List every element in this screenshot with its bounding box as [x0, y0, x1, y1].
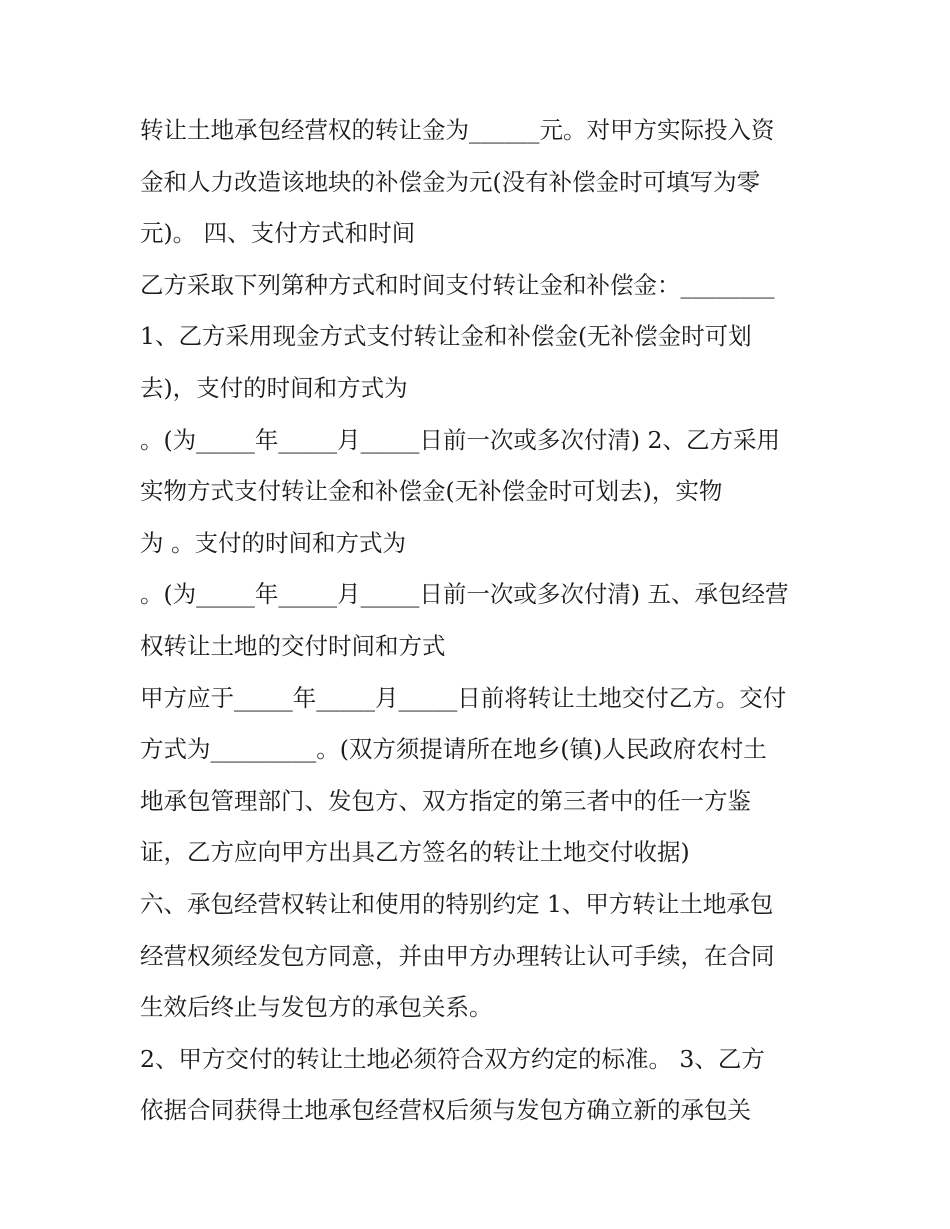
text-line: 方式为_________。(双方须提请所在地乡(镇)人民政府农村土 [140, 735, 767, 764]
text-line: 生效后终止与发包方的承包关系。 [140, 993, 493, 1022]
contract-text-body [140, 105, 820, 1137]
text-line: 依据合同获得土地承包经营权后须与发包方确立新的承包关 [140, 1096, 751, 1125]
text-line: 为 。支付的时间和方式为 [140, 528, 406, 557]
text-line: 经营权须经发包方同意，并由甲方办理转让认可手续，在合同 [140, 941, 775, 970]
text-line: 元)。 四、支付方式和时间 [140, 219, 416, 248]
text-line: 权转让土地的交付时间和方式 [140, 631, 446, 660]
text-line: 转让土地承包经营权的转让金为______元。对甲方实际投入资 [140, 116, 775, 144]
text-line: 去)，支付的时间和方式为 [140, 373, 408, 402]
text-line: 2、甲方交付的转让土地必须符合双方约定的标准。 3、乙方 [140, 1044, 765, 1073]
text-line: 。(为_____年_____月_____日前一次或多次付清) 五、承包经营 [140, 580, 789, 609]
text-line: 地承包管理部门、发包方、双方指定的第三者中的任一方鉴 [140, 786, 751, 815]
text-line: 六、承包经营权转让和使用的特别约定 1、甲方转让土地承包 [140, 889, 774, 918]
text-line: 1、乙方采用现金方式支付转让金和补偿金(无补偿金时可划 [140, 322, 752, 351]
text-line: 乙方采取下列第种方式和时间支付转让金和补偿金：________ [140, 270, 775, 299]
text-line: 证，乙方应向甲方出具乙方签名的转让土地交付收据) [140, 838, 690, 867]
text-line: 金和人力改造该地块的补偿金为元(没有补偿金时可填写为零 [140, 167, 761, 196]
text-line: 甲方应于_____年_____月_____日前将转让土地交付乙方。交付 [140, 683, 787, 712]
text-line: 。(为_____年_____月_____日前一次或多次付清) 2、乙方采用 [140, 425, 781, 454]
text-line: 实物方式支付转让金和补偿金(无补偿金时可划去)，实物 [140, 477, 723, 506]
